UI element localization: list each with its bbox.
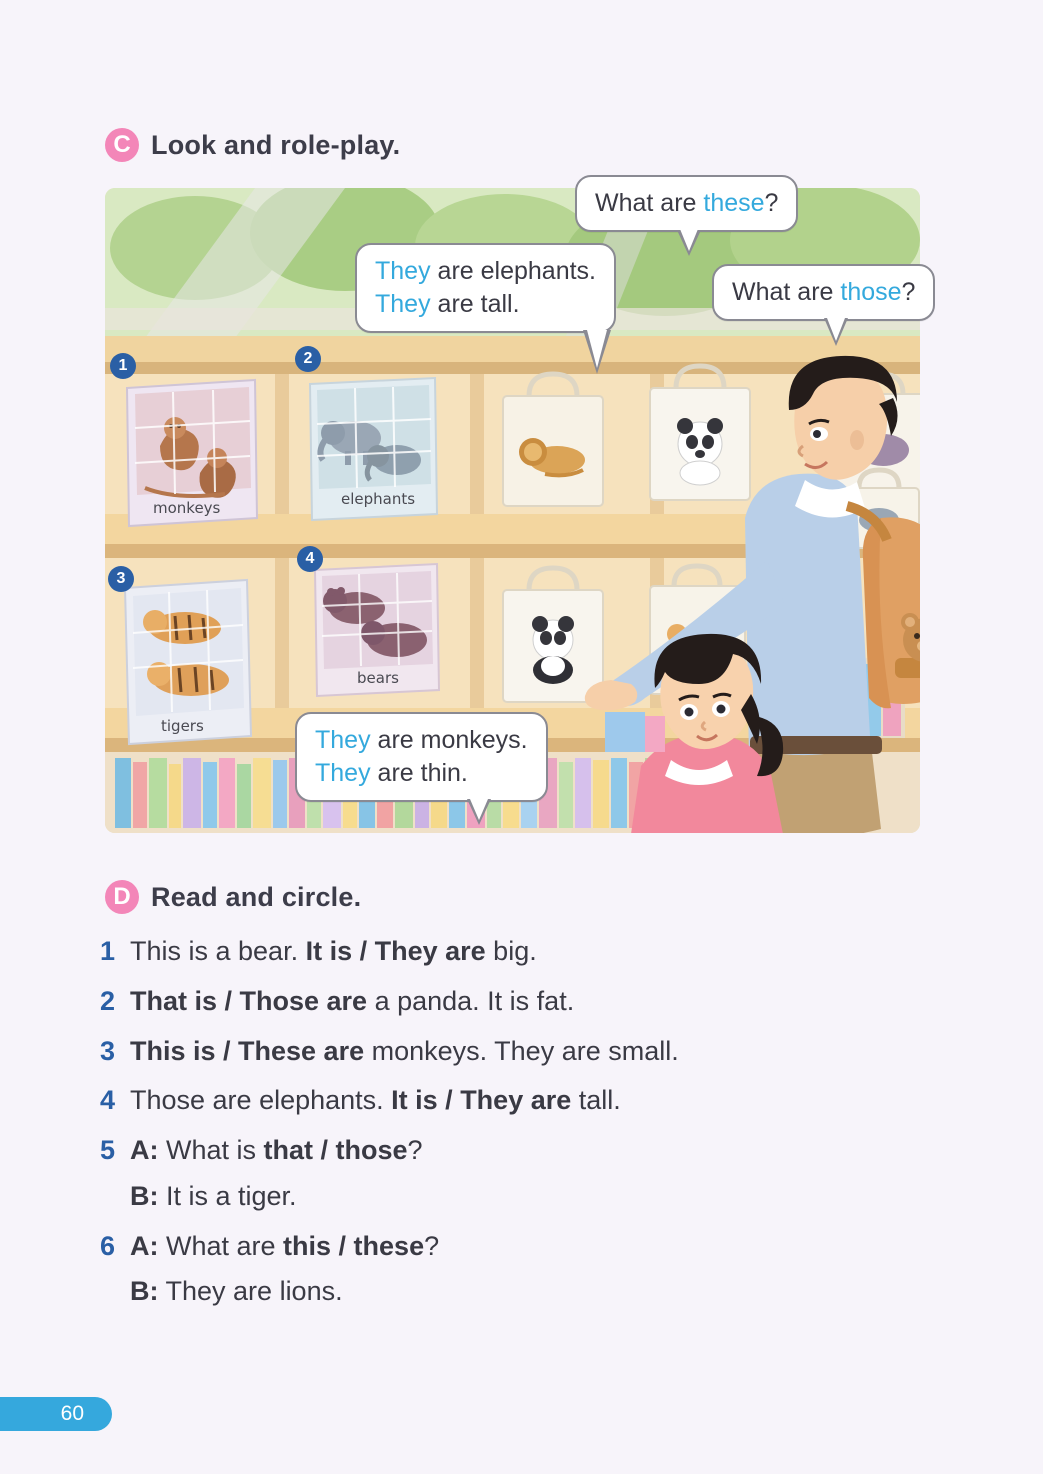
exercise-part: monkeys. They are small. [364,1035,679,1066]
marker-4: 4 [297,546,323,572]
exercise-line-a [130,1134,950,1168]
exercise-number: 2 [100,985,116,1016]
exercise-text [130,985,950,1019]
exercise-part: It is a tiger. [158,1180,297,1211]
bubble-text-highlight-they-2: They [375,290,431,318]
exercise-line-b [130,1275,950,1309]
marker-3: 3 [108,566,134,592]
svg-text:elephants: elephants [341,490,416,508]
marker-2: 2 [295,346,321,372]
exercise-d-list [100,935,950,1325]
shelf-books-mid [605,712,665,752]
section-d-header [105,880,361,914]
section-c-title: Look and role-play. [151,129,401,160]
puzzle-box-tigers [125,580,251,744]
exercise-line-b [130,1180,950,1214]
exercise-item-5 [100,1134,950,1214]
speech-bubble-what-are-these [575,175,798,232]
bubble-line-2 [375,288,596,321]
bubble-text-plain-5: What are [732,278,841,306]
exercise-number: 4 [100,1085,116,1116]
bubble-line-1 [375,255,596,288]
bubble-text-highlight-they-4: They [315,759,371,787]
speaker-label-a: A: [130,1135,159,1165]
exercise-part: ? [407,1135,423,1165]
speaker-label-a: A: [130,1230,159,1261]
exercise-item-2 [100,985,950,1019]
puzzle-box-elephants [310,378,437,520]
exercise-line-a [130,1230,950,1264]
speech-bubble-they-are-elephants [355,243,616,333]
exercise-text [130,1230,950,1310]
page-number: 60 [60,1402,84,1425]
section-c-header [105,128,400,162]
exercise-number: 5 [100,1135,116,1165]
bubble-text-plain-3: are elephants. [430,257,596,285]
bubble-tail-inner [587,330,607,368]
bubble-line-2 [315,757,528,790]
section-d-letter-badge: D [105,880,139,914]
exercise-part: This is a bear. [130,936,306,966]
bubble-text-plain-8: are thin. [370,759,468,787]
puzzle-box-monkeys [127,380,257,526]
page-number-tab [0,1397,112,1431]
speech-bubble-they-are-monkeys [295,712,548,802]
puzzle-box-bears [315,564,439,696]
exercise-choice[interactable]: that / those [263,1135,408,1165]
marker-1: 1 [110,353,136,379]
exercise-part: Those are elephants. [130,1085,392,1116]
exercise-choice[interactable]: this / these [283,1230,425,1261]
bubble-text-plain-2: ? [764,189,779,217]
exercise-part: What are [158,1230,284,1261]
exercise-item-6 [100,1230,950,1310]
exercise-choice[interactable]: That is / Those are [130,985,368,1016]
section-c-letter-badge: C [105,128,139,162]
exercise-part: big. [485,936,537,966]
exercise-number: 6 [100,1230,116,1261]
bubble-text-plain-4: are tall. [430,290,520,318]
exercise-text [130,935,950,969]
bubble-line-1 [315,724,528,757]
exercise-part: tall. [571,1085,621,1116]
bubble-text-highlight-they-3: They [315,726,371,754]
svg-text:tigers: tigers [161,717,204,735]
svg-text:bears: bears [357,669,399,687]
bubble-tail-inner [470,799,488,820]
exercise-choice[interactable]: It is / They are [305,936,486,966]
exercise-part: a panda. It is fat. [367,985,575,1016]
exercise-item-4 [100,1084,950,1118]
exercise-text [130,1134,950,1214]
exercise-number: 3 [100,1035,116,1066]
exercise-part: What is [158,1135,264,1165]
exercise-item-3 [100,1035,950,1069]
bubble-text-plain-1: What are [595,189,704,217]
exercise-choice[interactable]: This is / These are [130,1035,365,1066]
bubble-text-highlight-they-1: They [375,257,431,285]
bubble-text-plain-6: ? [901,278,916,306]
speaker-label-b: B: [130,1180,159,1211]
section-d-title: Read and circle. [151,881,362,912]
exercise-item-1 [100,935,950,969]
exercise-part: They are lions. [158,1276,343,1307]
bubble-tail-inner [827,318,845,341]
speaker-label-b: B: [130,1276,159,1307]
exercise-part: ? [424,1230,440,1261]
svg-text:monkeys: monkeys [153,499,221,517]
bubble-text-highlight-those: those [840,278,902,306]
exercise-choice[interactable]: It is / They are [391,1085,572,1116]
bubble-text-highlight-these: these [703,189,765,217]
exercise-text [130,1084,950,1118]
bubble-text-plain-7: are monkeys. [370,726,528,754]
exercise-text [130,1035,950,1069]
speech-bubble-what-are-those [712,264,935,321]
bubble-tail-inner [680,229,698,251]
exercise-number: 1 [100,936,116,966]
